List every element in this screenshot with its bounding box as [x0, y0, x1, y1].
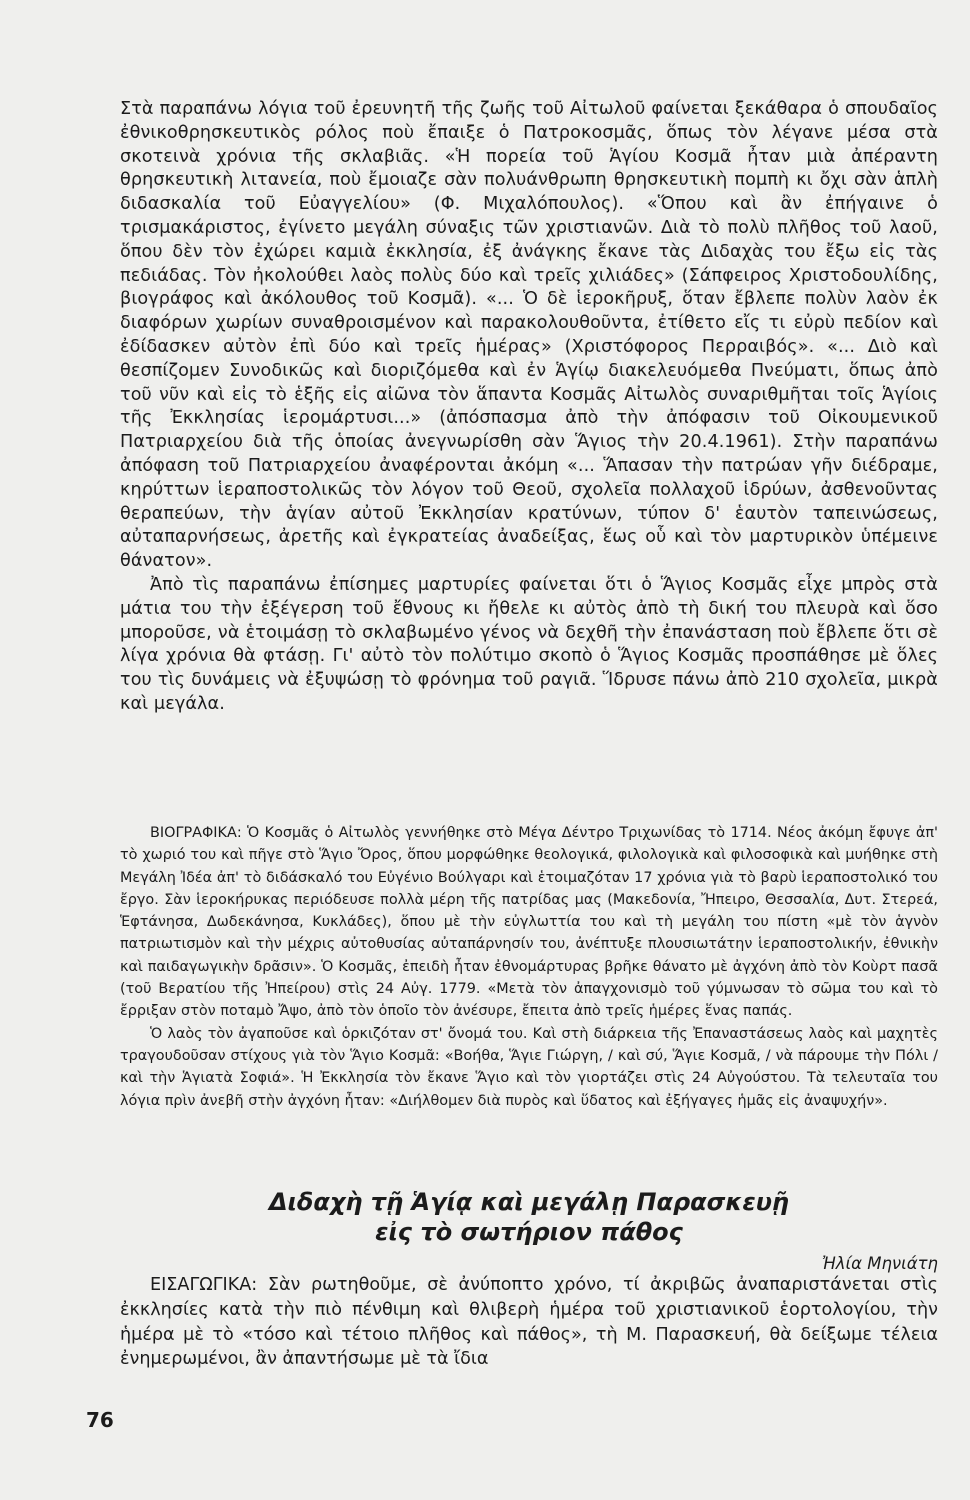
- section-intro: [120, 1273, 938, 1372]
- main-paragraph-1: Στὰ παραπάνω λόγια τοῦ ἐρευνητῆ τῆς ζωῆς τοῦ Αἰτωλοῦ φαίνεται ξεκάθαρα ὁ σπουδαῖος ἐθνικοθρησκευτικὸς ρόλος ποὺ ἔπαιξε ὁ Πατροκοσμᾶς, ὅπως τὸν λέγανε μέσα στὰ σκοτεινὰ χρόνια τῆς σκλαβιᾶς. «Ἡ πορεία τοῦ Ἁγίου Κοσμᾶ ἦταν μιὰ ἀπέραντη θρησκευτικὴ λιτανεία, ποὺ ἔμοιαζε σὰν πολυάνθρωπη θρησκευτικὴ πομπὴ κι ὄχι σὰν ἁπλὴ διδασκαλία τοῦ Εὐαγγελίου» (Φ. Μιχαλόπουλος). «Ὅπου καὶ ἂν ἐπήγαινε ὁ τρισμακάριστος, ἐγίνετο μεγάλη σύναξις τῶν χριστιανῶν. Διὰ τὸ πολὺ πλῆθος τοῦ λαοῦ, ὅπου δὲν τὸν ἐχώρει καμιὰ ἐκκλησία, ἐξ ἀνάγκης ἔκανε τὰς Διδαχὰς του ἔξω εἰς τὰς πεδιάδας. Τὸν ἠκολούθει λαὸς πολὺς δύο καὶ τρεῖς χιλιάδες» (Σάπφειρος Χριστοδουλίδης, βιογράφος καὶ ἀκόλουθος τοῦ Κοσμᾶ). «... Ὁ δὲ ἱεροκῆρυξ, ὅταν ἔβλεπε πολὺν λαὸν ἐκ διαφόρων χωρίων συναθροισμένον καὶ παρακολουθοῦντα, ἐτίθετο εἴς τι εὐρὺ πεδίον καὶ ἐδίδασκεν αὐτὸν ἐπὶ δύο καὶ τρεῖς ἡμέρας» (Χριστόφορος Περραιβός». «... Διὸ καὶ θεσπίζομεν Συνοδικῶς καὶ διοριζόμεθα καὶ ἐν Ἁγίῳ διακελευόμεθα Πνεύματι, ὅπως ἀπὸ τοῦ νῦν καὶ εἰς τὸ ἑξῆς εἰς αἰῶνα τὸν ἅπαντα Κοσμᾶς Αἰτωλὸς συναριθμῆται τοῖς Ἁγίοις τῆς Ἐκκλησίας ἱερομάρτυσι...» (ἀπόσπασμα ἀπὸ τὴν ἀπόφασιν τοῦ Οἰκουμενικοῦ Πατριαρχείου διὰ τῆς ὁποίας ἀνεγνωρίσθη σὰν Ἅγιος τὴν 20.4.1961). Στὴν παραπάνω ἀπόφαση τοῦ Πατριαρχείου ἀναφέρονται ἀκόμη «... Ἅπασαν τὴν πατρώαν γῆν διέδραμε, κηρύττων ἱεραποστολικῶς τὸν λόγον τοῦ Θεοῦ, σχολεῖα πολλαχοῦ ἱδρύων, ἀσθενοῦντας θεραπεύων, τὴν ἁγίαν αὐτοῦ Ἐκκλησίαν κρατύνων, τύπον δ' ἑαυτὸν ταπεινώσεως, αὐταπαρνήσεως, ἀρετῆς καὶ ἐγκρατείας ἀναδείξας, ἕως οὗ καὶ τὸν μαρτυρικὸν ὑπέμεινε θάνατον».: [120, 99, 938, 572]
- section-author: Ἠλία Μηνιάτη: [821, 1254, 938, 1273]
- section-title-line-1: Διδαχὴ τῇ Ἁγίᾳ καὶ μεγάλῃ Παρασκευῇ: [268, 1188, 790, 1216]
- main-text: [120, 98, 938, 717]
- intro-paragraph: ΕΙΣΑΓΩΓΙΚΑ: Σὰν ρωτηθοῦμε, σὲ ἀνύποπτο χρόνο, τί ἀκριβῶς ἀναπαριστάνεται στὶς ἐκκλησίες κατὰ τὴν πιὸ πένθιμη καὶ θλιβερὴ ἡμέρα τοῦ χριστιανικοῦ ἑορτολογίου, τὴν ἡμέρα μὲ τὸ «τόσο καὶ τέτοιο πλῆθος καὶ πάθος», τὴ Μ. Παρασκευή, θὰ δείξωμε τέλεια ἐνημερωμένοι, ἂν ἀπαντήσωμε μὲ τὰ ἴδια: [120, 1275, 938, 1370]
- bio-paragraph-1: ΒΙΟΓΡΑΦΙΚΑ: Ὁ Κοσμᾶς ὁ Αἰτωλὸς γεννήθηκε στὸ Μέγα Δέντρο Τριχωνίδας τὸ 1714. Νέος ἀκόμη ἔφυγε ἀπ' τὸ χωριό του καὶ πῆγε στὸ Ἅγιο Ὄρος, ὅπου μορφώθηκε θεολογικά, φιλολογικὰ καὶ φιλοσοφικὰ καὶ μυήθηκε στὴ Μεγάλη Ἰδέα ἀπ' τὸ διδάσκαλό του Εὐγένιο Βούλγαρι καὶ ἑτοιμαζόταν 17 χρόνια γιὰ τὸ βαρὺ ἱεραποστολικό του ἔργο. Σὰν ἱεροκήρυκας περιόδευσε πολλὰ μέρη τῆς πατρίδας μας (Μακεδονία, Ἤπειρο, Θεσσαλία, Δυτ. Στερεά, Ἑφτάνησα, Δωδεκάνησα, Κυκλάδες), ὅπου μὲ τὴν εὐγλωττία του καὶ τὴ μεγάλη του πίστη «μὲ τὸν ἁγνὸν πατριωτισμὸν καὶ τὴν μέχρις αὐτοθυσίας αὐταπάρνησίν του, ἀνέπτυξε πλουσιωτάτην ἱεραποστολικήν, ἐθνικὴν καὶ παιδαγωγικὴν δρᾶσιν». Ὁ Κοσμᾶς, ἐπειδὴ ἦταν ἐθνομάρτυρας βρῆκε θάνατο μὲ ἀγχόνη ἀπὸ τὸν Κοὺρτ πασᾶ (τοῦ Βερατίου τῆς Ἠπείρου) στὶς 24 Αὐγ. 1779. «Μετὰ τὸν ἀπαγχονισμὸ τοῦ γύμνωσαν τὸ σῶμα του καὶ τὸ ἔρριξαν στὸν ποταμὸ Ἄψο, ἀπὸ τὸν ὁποῖο τὸν ἀνέσυρε, ἔπειτα ἀπὸ τρεῖς ἡμέρες ἕνας παπάς.: [120, 825, 938, 1020]
- section-title-line-2: εἰς τὸ σωτήριον πάθος: [375, 1218, 683, 1246]
- biography-note: [120, 822, 938, 1112]
- main-paragraph-2: Ἀπὸ τὶς παραπάνω ἐπίσημες μαρτυρίες φαίνεται ὅτι ὁ Ἅγιος Κοσμᾶς εἶχε μπρὸς στὰ μάτια του τὴν ἐξέγερση τοῦ ἔθνους κι ἤθελε κι αὐτὸς ἀπὸ τὴ δική του πλευρὰ καὶ ὅσο μποροῦσε, νὰ ἑτοιμάσῃ τὸ σκλαβωμένο γένος νὰ δεχθῆ τὴν ἐπανάσταση ποὺ ἔβλεπε ὅτι σὲ λίγα χρόνια θὰ φτάσῃ. Γι' αὐτὸ τὸν πολύτιμο σκοπὸ ὁ Ἅγιος Κοσμᾶς προσπάθησε μὲ ὅλες του τὶς δυνάμεις νὰ ἐξυψώσῃ τὸ φρόνημα τοῦ ραγιᾶ. Ἵδρυσε πάνω ἀπὸ 210 σχολεῖα, μικρὰ καὶ μεγάλα.: [120, 574, 938, 714]
- section-title: [120, 1187, 938, 1247]
- bio-paragraph-2: Ὁ λαὸς τὸν ἀγαποῦσε καὶ ὁρκιζόταν στ' ὄνομά του. Καὶ στὴ διάρκεια τῆς Ἐπαναστάσεως λαὸς καὶ μαχητὲς τραγουδοῦσαν στίχους γιὰ τὸν Ἅγιο Κοσμᾶ: «Βοήθα, Ἅγιε Γιώργη, / καὶ σύ, Ἅγιε Κοσμᾶ, / νὰ πάρουμε τὴν Πόλι / καὶ τὴν Ἁγιατὰ Σοφιά». Ἡ Ἐκκλησία τὸν ἔκανε Ἅγιο καὶ τὸν γιορτάζει στὶς 24 Αὐγούστου. Τὰ τελευταῖα του λόγια πρὶν ἀνεβῆ στὴν ἀγχόνη ἦταν: «Διήλθομεν διὰ πυρὸς καὶ ὕδατος καὶ ἐξήγαγες ἡμᾶς εἰς ἀναψυχήν».: [120, 1025, 938, 1109]
- page-number: 76: [86, 1408, 114, 1432]
